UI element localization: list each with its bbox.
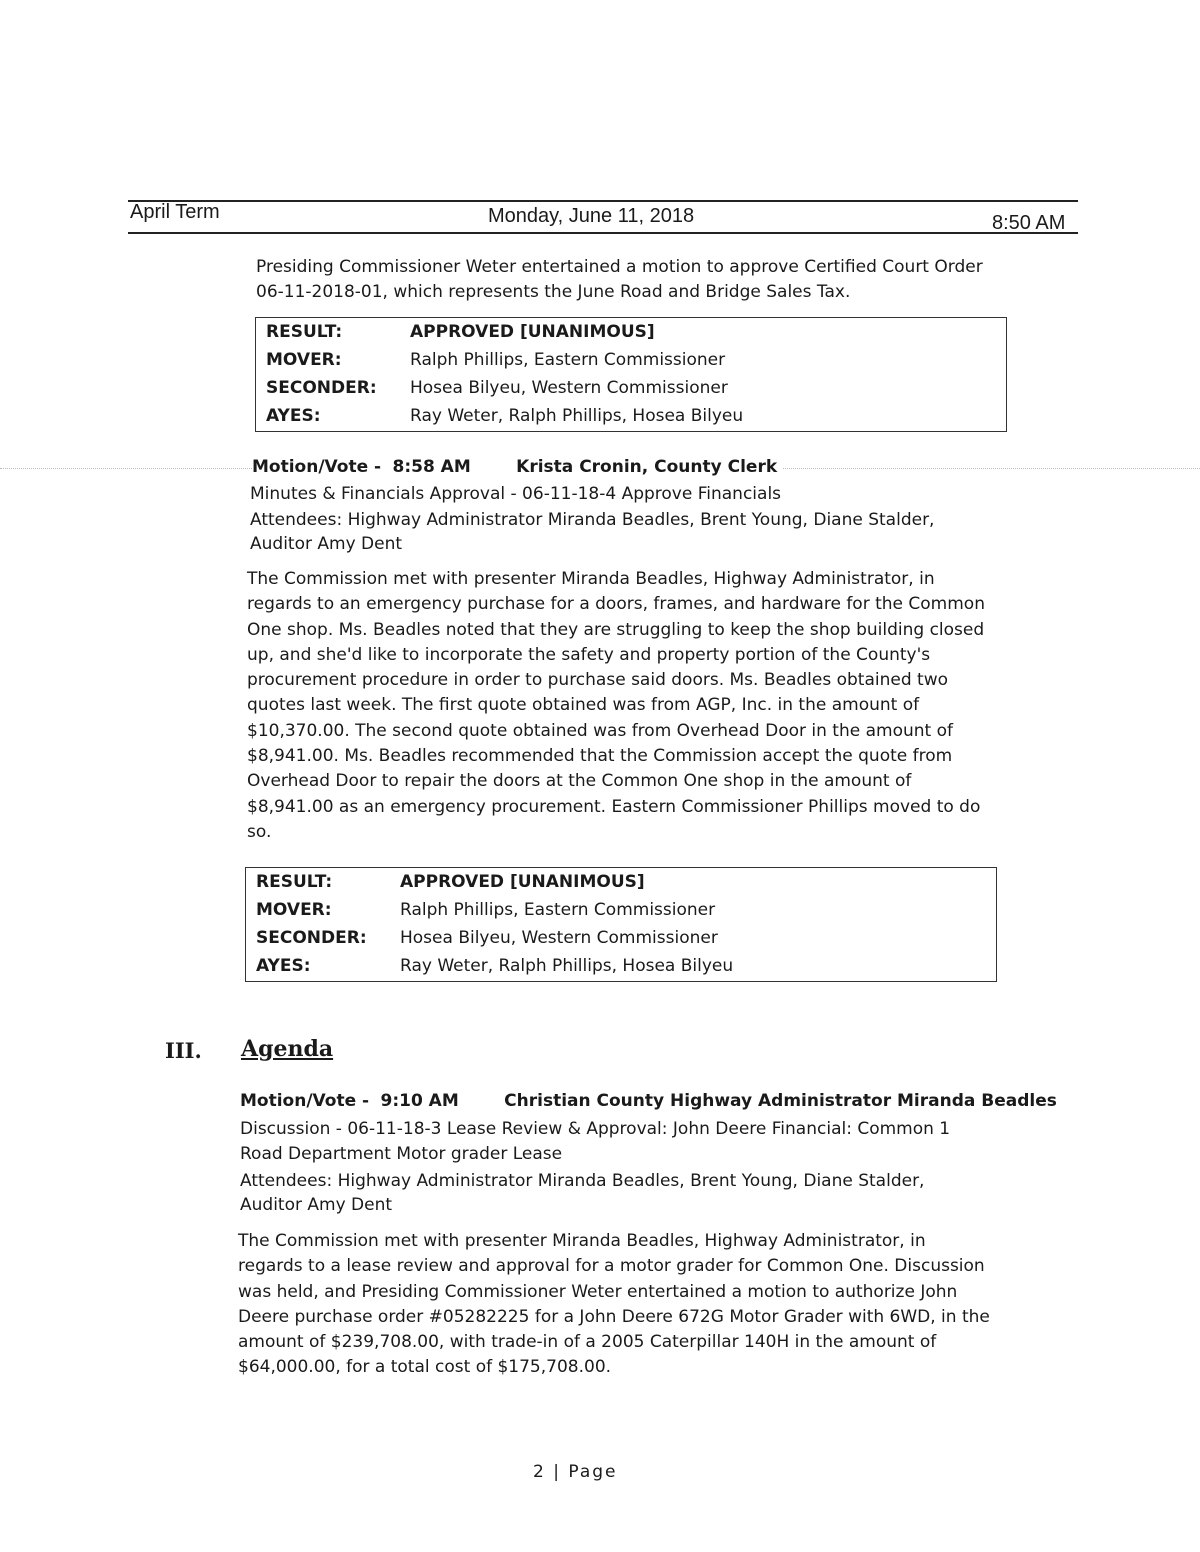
header-date: Monday, June 11, 2018 [488, 205, 695, 227]
motion-line-3 [240, 1091, 1057, 1111]
ayes-value: Ray Weter, Ralph Phillips, Hosea Bilyeu [410, 406, 744, 426]
item2-body-line: One shop. Ms. Beadles noted that they are struggling to keep the shop building closed [247, 619, 985, 640]
item2-body-line: The Commission met with presenter Miranda Beadles, Highway Administrator, in [247, 569, 935, 589]
intro-line-2: 06-11-2018-01, which represents the June Road and Bridge Sales Tax. [256, 282, 851, 302]
section3-attendees-2: Auditor Amy Dent [240, 1195, 393, 1215]
vote-row-mover [256, 346, 1006, 374]
mover-value: Ralph Phillips, Eastern Commissioner [400, 900, 716, 920]
item2-body-line: regards to an emergency purchase for a doors, frames, and hardware for the Common [247, 594, 985, 615]
section3-body [238, 1229, 990, 1381]
mover-label: MOVER: [266, 350, 342, 370]
intro-line-1: Presiding Commissioner Weter entertained a motion to approve Certified Court Order [256, 257, 983, 277]
vote-row-seconder [246, 924, 996, 952]
header-rule-bottom [128, 232, 1078, 234]
item2-attendees-1: Attendees: Highway Administrator Miranda Beadles, Brent Young, Diane Stalder, [250, 510, 935, 530]
result-value: APPROVED [UNANIMOUS] [400, 872, 645, 892]
section3-topic-2: Road Department Motor grader Lease [240, 1144, 563, 1164]
vote-table-1 [255, 317, 1007, 432]
vote-row-result [256, 318, 1006, 346]
page-number: 2 | Page [533, 1462, 618, 1482]
section3-body-line: Deere purchase order #05282225 for a John Deere 672G Motor Grader with 6WD, in the [238, 1306, 990, 1327]
vote-row-result [246, 868, 996, 896]
seconder-value: Hosea Bilyeu, Western Commissioner [400, 928, 718, 948]
item2-body-line: quotes last week. The first quote obtained was from AGP, Inc. in the amount of [247, 695, 920, 716]
seconder-label: SECONDER: [256, 928, 367, 948]
section-title: Agenda [241, 1036, 334, 1062]
section3-body-line: was held, and Presiding Commissioner Weter entertained a motion to authorize John [238, 1281, 958, 1302]
item2-body-line: up, and she'd like to incorporate the safety and property portion of the County's [247, 644, 931, 665]
mover-value: Ralph Phillips, Eastern Commissioner [410, 350, 726, 370]
section3-attendees-1: Attendees: Highway Administrator Miranda Beadles, Brent Young, Diane Stalder, [240, 1171, 925, 1191]
seconder-label: SECONDER: [266, 378, 377, 398]
item2-body-line: procurement procedure in order to purchase said doors. Ms. Beadles obtained two [247, 670, 949, 691]
section-number: III. [165, 1038, 202, 1063]
vote-row-ayes [246, 952, 996, 980]
motion-time: 9:10 AM [380, 1091, 459, 1111]
seconder-value: Hosea Bilyeu, Western Commissioner [410, 378, 728, 398]
item2-body [247, 567, 985, 845]
motion-presenter: Christian County Highway Administrator Miranda Beadles [504, 1091, 1057, 1111]
item2-body-line: $8,941.00 as an emergency procurement. Eastern Commissioner Phillips moved to do [247, 796, 981, 817]
result-label: RESULT: [266, 322, 343, 342]
section3-body-line: regards to a lease review and approval for a motor grader for Common One. Discussion [238, 1256, 985, 1277]
vote-row-ayes [256, 402, 1006, 430]
ayes-value: Ray Weter, Ralph Phillips, Hosea Bilyeu [400, 956, 734, 976]
motion-time: 8:58 AM [392, 457, 471, 477]
vote-row-mover [246, 896, 996, 924]
section3-body-line: $64,000.00, for a total cost of $175,708.00. [238, 1357, 612, 1378]
section3-body-line: The Commission met with presenter Miranda Beadles, Highway Administrator, in [238, 1231, 926, 1251]
item2-body-line: $10,370.00. The second quote obtained was from Overhead Door in the amount of [247, 720, 953, 741]
item2-topic: Minutes & Financials Approval - 06-11-18-4 Approve Financials [250, 484, 782, 504]
motion-line-2 [252, 457, 783, 477]
result-label: RESULT: [256, 872, 333, 892]
motion-presenter: Krista Cronin, County Clerk [516, 457, 778, 477]
vote-row-seconder [256, 374, 1006, 402]
ayes-label: AYES: [266, 406, 321, 426]
header-term: April Term [130, 201, 220, 223]
result-value: APPROVED [UNANIMOUS] [410, 322, 655, 342]
motion-label: Motion/Vote - [252, 457, 382, 477]
motion-label: Motion/Vote - [240, 1091, 370, 1111]
item2-attendees-2: Auditor Amy Dent [250, 534, 403, 554]
header-rule-top [128, 200, 1078, 202]
ayes-label: AYES: [256, 956, 311, 976]
vote-table-2 [245, 867, 997, 982]
section3-topic-1: Discussion - 06-11-18-3 Lease Review & Approval: John Deere Financial: Common 1 [240, 1119, 951, 1139]
section3-body-line: amount of $239,708.00, with trade-in of a 2005 Caterpillar 140H in the amount of [238, 1332, 937, 1353]
item2-body-line: $8,941.00. Ms. Beadles recommended that the Commission accept the quote from [247, 746, 953, 767]
mover-label: MOVER: [256, 900, 332, 920]
header-time: 8:50 AM [992, 212, 1066, 234]
item2-body-line: so. [247, 821, 272, 842]
item2-body-line: Overhead Door to repair the doors at the Common One shop in the amount of [247, 771, 912, 792]
